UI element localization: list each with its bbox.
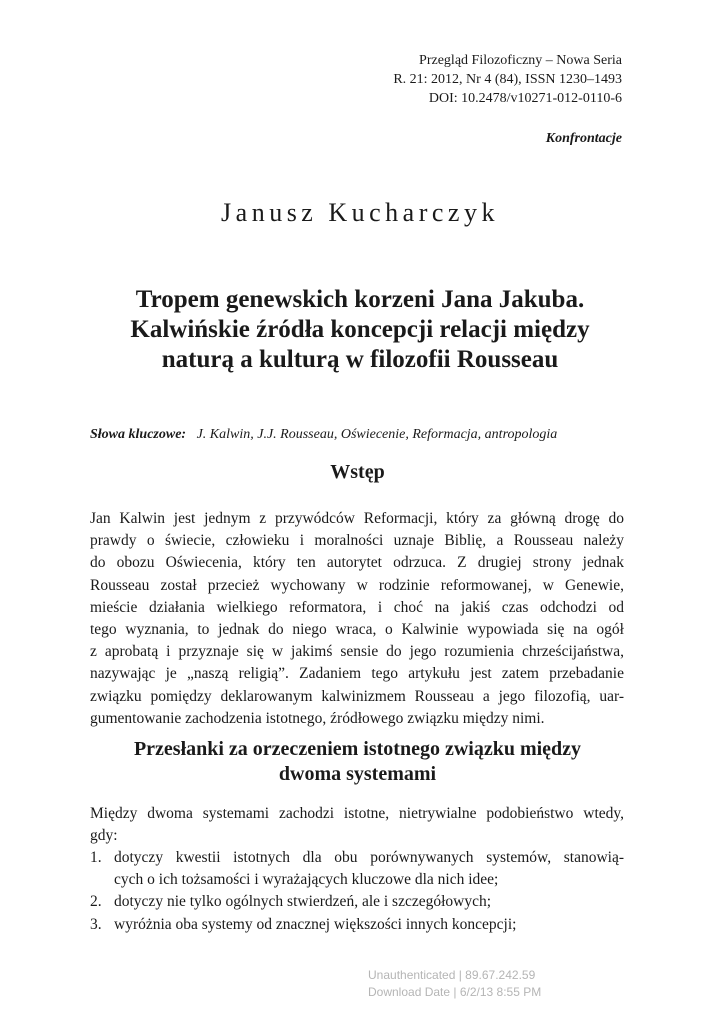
- paragraph-line: mieście działania wielkiego reformatora, i choć na jakiś czas odchodzi od: [90, 598, 624, 616]
- paragraph-line: z aprobatą i przyznaje się w jakimś sensie do jego rozumienia chrześcijaństwa,: [90, 643, 624, 661]
- keywords-text: J. Kalwin, J.J. Rousseau, Oświecenie, Reformacja, antropologia: [196, 427, 558, 442]
- list-item: [90, 847, 624, 891]
- list-line: dotyczy kwestii istotnych dla obu porównywanych systemów, stanowią-: [114, 849, 624, 866]
- paragraph-line: gumentowanie zachodzenia istotnego, źródłowego związku między nimi.: [90, 709, 545, 727]
- journal-doi: DOI: 10.2478/v10271-012-0110-6: [428, 91, 622, 106]
- paragraph-line: gdy:: [90, 827, 118, 845]
- list-line: cych o ich tożsamości i wyrażających kluczowe dla nich idee;: [114, 871, 499, 889]
- list-item-text: [114, 847, 624, 891]
- list-item-text: [114, 891, 624, 913]
- paragraph-line: prawdy o świecie, człowieku i moralności uznaje Biblię, a Rousseau należy: [90, 532, 624, 550]
- list-number: 3.: [90, 915, 102, 933]
- paragraph-line: Między dwoma systemami zachodzi istotne, nietrywialne podobieństwo wtedy,: [90, 805, 624, 822]
- paragraph-line: Jan Kalwin jest jednym z przywódców Reformacji, który za główną drogę do: [90, 510, 624, 527]
- title-line: naturą a kulturą w filozofii Rousseau: [161, 346, 559, 373]
- watermark-line: Download Date | 6/2/13 8:55 PM: [368, 985, 542, 999]
- paper-title: [80, 285, 640, 375]
- list-item: [90, 914, 624, 936]
- journal-header: [393, 51, 622, 108]
- paragraph-line: do obozu Oświecenia, który ten autorytet odrzuca. Z drugiej strony jednak: [90, 554, 624, 572]
- heading-line: dwoma systemami: [278, 763, 437, 785]
- journal-name: Przegląd Filozoficzny – Nowa Seria: [419, 53, 622, 68]
- list-line: dotyczy nie tylko ogólnych stwierdzeń, ale i szczegółowych;: [114, 893, 492, 911]
- paragraph-line: Rousseau został przecież wychowany w rodzinie reformowanej, w Genewie,: [90, 576, 624, 594]
- intro-paragraph: [90, 508, 624, 730]
- premises-intro: [90, 803, 624, 847]
- premises-list: [90, 847, 624, 936]
- list-line: wyróżnia oba systemy od znacznej większości innych koncepcji;: [114, 915, 517, 933]
- watermark-line: Unauthenticated | 89.67.242.59: [368, 968, 536, 982]
- paragraph-line: związku pomiędzy deklarowanym kalwinizmem Rousseau a jego filozofią, uar-: [90, 687, 624, 705]
- paragraph-line: tego wyznania, to jednak do niego wraca, o Kalwinie wypowiada się na ogół: [90, 621, 624, 639]
- section-tag: Konfrontacje: [545, 131, 622, 146]
- list-item: [90, 891, 624, 913]
- download-watermark: [368, 967, 541, 1001]
- keywords-label: Słowa kluczowe:: [90, 427, 187, 442]
- heading-line: Przesłanki za orzeczeniem istotnego związku między: [133, 738, 582, 760]
- section-heading-intro: Wstęp: [330, 461, 385, 483]
- list-number: 2.: [90, 893, 102, 911]
- title-line: Kalwińskie źródła koncepcji relacji między: [130, 316, 590, 343]
- author-name: Janusz Kucharczyk: [221, 198, 499, 227]
- list-number: 1.: [90, 849, 102, 866]
- title-line: Tropem genewskich korzeni Jana Jakuba.: [135, 286, 585, 313]
- keywords: [90, 427, 557, 443]
- section-heading-premises: [90, 737, 625, 787]
- paragraph-line: nazywając je „naszą religią”. Zadaniem tego artykułu jest zatem przebadanie: [90, 665, 624, 683]
- journal-volume: R. 21: 2012, Nr 4 (84), ISSN 1230–1493: [393, 72, 622, 87]
- list-item-text: [114, 914, 624, 936]
